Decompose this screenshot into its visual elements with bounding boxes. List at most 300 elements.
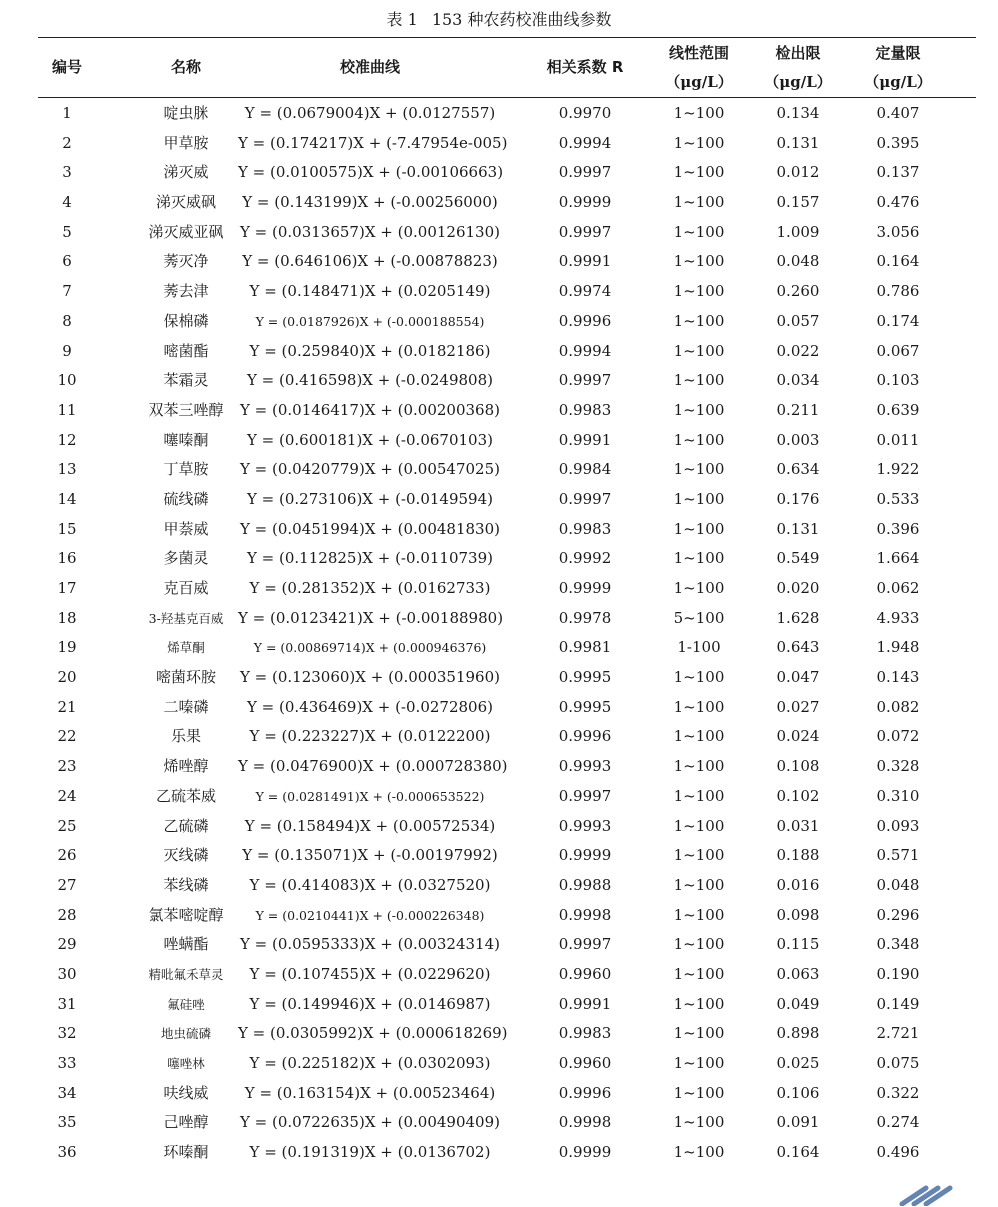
header-rule (38, 97, 976, 98)
cell-range: 1~100 (673, 1113, 725, 1132)
cell-no: 36 (57, 1143, 77, 1162)
cell-curve: Y = (0.0146417)X + (0.00200368) (240, 400, 500, 419)
table-row (38, 1138, 976, 1168)
cell-no: 13 (57, 460, 77, 479)
cell-name: 呋线威 (163, 1083, 209, 1102)
cell-no: 22 (57, 727, 77, 746)
cell-name: 甲萘威 (163, 519, 209, 538)
cell-curve: Y = (0.416598)X + (-0.0249808) (247, 371, 493, 390)
cell-curve: Y = (0.191319)X + (0.0136702) (249, 1143, 491, 1162)
cell-loq: 0.067 (876, 341, 920, 360)
cell-name: 二嗪磷 (163, 697, 209, 716)
cell-range: 1~100 (673, 1054, 725, 1072)
cell-curve: Y = (0.163154)X + (0.00523464) (244, 1083, 496, 1102)
cell-lod: 0.108 (776, 757, 820, 776)
cell-r: 0.9991 (558, 994, 612, 1013)
cell-no: 29 (57, 935, 77, 954)
cell-r: 0.9991 (558, 430, 612, 449)
cell-curve: Y = (0.143199)X + (-0.00256000) (242, 193, 498, 212)
cell-loq: 0.395 (876, 133, 920, 152)
cell-curve: Y = (0.0476900)X + (0.000728380) (238, 757, 508, 776)
table-label: 表 1 (386, 10, 418, 29)
table-row (38, 841, 976, 871)
cell-no: 28 (57, 905, 77, 924)
cell-loq: 0.786 (876, 282, 920, 301)
cell-curve: Y = (0.0313657)X + (0.00126130) (240, 222, 500, 241)
table-row (38, 307, 976, 337)
cell-lod: 0.134 (776, 104, 820, 122)
cell-loq: 0.075 (876, 1054, 920, 1072)
cell-loq: 2.721 (876, 1024, 920, 1043)
table-row (38, 930, 976, 960)
cell-name: 氟硅唑 (167, 996, 205, 1012)
cell-no: 27 (57, 875, 77, 894)
cell-name: 克百威 (163, 579, 209, 597)
cell-lod: 0.063 (776, 964, 820, 983)
cell-range: 5~100 (673, 608, 725, 627)
cell-range: 1~100 (673, 697, 725, 716)
cell-no: 26 (57, 846, 77, 865)
cell-lod: 0.034 (776, 371, 820, 390)
table-row (38, 455, 976, 485)
cell-r: 0.9999 (558, 579, 612, 597)
table-row (38, 218, 976, 248)
cell-r: 0.9970 (558, 104, 612, 122)
header-r: 相关系数 R (546, 58, 624, 76)
cell-r: 0.9998 (558, 1113, 612, 1132)
cell-curve: Y = (0.0100575)X + (-0.00106663) (238, 163, 504, 182)
cell-lod: 0.260 (776, 282, 820, 301)
cell-no: 3 (62, 163, 72, 182)
table-row (38, 129, 976, 159)
cell-name: 嘧菌酯 (163, 341, 209, 360)
cell-name: 涕灭威 (163, 163, 209, 182)
table-row (38, 515, 976, 545)
cell-name: 地虫硫磷 (160, 1026, 211, 1042)
cell-name: 涕灭威亚砜 (148, 222, 224, 241)
cell-name: 环嗪酮 (163, 1143, 209, 1162)
cell-range: 1~100 (673, 519, 725, 538)
cell-curve: Y = (0.0305992)X + (0.000618269) (238, 1024, 508, 1043)
cell-loq: 0.082 (876, 697, 920, 716)
cell-no: 34 (57, 1083, 77, 1102)
cell-curve: Y = (0.0722635)X + (0.00490409) (240, 1113, 500, 1132)
cell-loq: 0.328 (876, 757, 920, 776)
table-row (38, 396, 976, 426)
cell-lod: 1.628 (776, 608, 820, 627)
table-row (38, 871, 976, 901)
cell-lod: 0.016 (776, 875, 820, 894)
cell-curve: Y = (0.149946)X + (0.0146987) (249, 994, 491, 1013)
table-header (38, 38, 976, 97)
cell-curve: Y = (0.223227)X + (0.0122200) (249, 727, 491, 746)
table-row (38, 99, 976, 129)
cell-name: 嘧菌环胺 (155, 668, 216, 687)
cell-lod: 0.025 (776, 1054, 820, 1072)
cell-no: 15 (57, 519, 77, 538)
table-row (38, 247, 976, 277)
table-row (38, 633, 976, 663)
cell-range: 1~100 (673, 193, 725, 212)
cell-lod: 0.898 (776, 1024, 820, 1043)
cell-no: 20 (57, 668, 77, 687)
cell-loq: 0.062 (876, 579, 920, 597)
cell-range: 1~100 (673, 133, 725, 152)
cell-loq: 0.348 (876, 935, 920, 954)
cell-r: 0.9995 (558, 668, 612, 687)
cell-loq: 0.310 (876, 786, 920, 805)
cell-range: 1~100 (673, 727, 725, 746)
cell-curve: Y = (0.174217)X + (-7.47954e-005) (238, 133, 508, 152)
cell-r: 0.9981 (558, 638, 612, 657)
stripes-logo-icon (896, 1182, 960, 1206)
table-row (38, 1079, 976, 1109)
table-row (38, 158, 976, 188)
table-row (38, 990, 976, 1020)
cell-lod: 0.164 (776, 1143, 820, 1162)
cell-range: 1~100 (673, 816, 725, 835)
table-caption: 153 种农药校准曲线参数 (431, 10, 612, 29)
cell-r: 0.9997 (558, 786, 612, 805)
cell-no: 2 (62, 133, 72, 152)
cell-loq: 0.322 (876, 1083, 920, 1102)
table-row (38, 574, 976, 604)
cell-range: 1~100 (673, 549, 725, 568)
header-loq-unit: （μg/L） (864, 72, 932, 91)
cell-curve: Y = (0.0679004)X + (0.0127557) (244, 104, 496, 122)
cell-r: 0.9997 (558, 371, 612, 390)
cell-range: 1~100 (673, 1143, 725, 1162)
table-row (38, 485, 976, 515)
cell-range: 1~100 (673, 1083, 725, 1102)
cell-lod: 0.091 (776, 1113, 820, 1132)
cell-no: 18 (57, 608, 77, 627)
cell-r: 0.9983 (558, 519, 612, 538)
cell-range: 1~100 (673, 668, 725, 687)
cell-name: 3-羟基克百威 (148, 610, 224, 626)
cell-name: 苯线磷 (163, 875, 209, 894)
table-row (38, 693, 976, 723)
table-row (38, 426, 976, 456)
cell-r: 0.9992 (558, 549, 612, 568)
table-row (38, 722, 976, 752)
cell-name: 灭线磷 (163, 846, 209, 865)
cell-name: 乙硫苯威 (155, 786, 216, 805)
cell-loq: 0.571 (876, 846, 920, 865)
cell-loq: 0.496 (876, 1143, 920, 1162)
cell-lod: 0.003 (776, 430, 820, 449)
cell-loq: 4.933 (876, 608, 920, 627)
cell-loq: 0.407 (876, 104, 920, 122)
table-row (38, 752, 976, 782)
table-row (38, 604, 976, 634)
cell-loq: 0.396 (876, 519, 920, 538)
cell-curve: Y = (0.0187926)X + (-0.000188554) (255, 313, 485, 329)
cell-curve: Y = (0.135071)X + (-0.00197992) (242, 846, 498, 865)
cell-r: 0.9983 (558, 1024, 612, 1043)
cell-lod: 0.102 (776, 786, 820, 805)
cell-r: 0.9974 (558, 282, 612, 301)
cell-no: 9 (62, 341, 72, 360)
cell-r: 0.9999 (558, 846, 612, 865)
cell-r: 0.9999 (558, 193, 612, 212)
cell-no: 7 (62, 282, 72, 301)
cell-name: 烯唑醇 (163, 757, 209, 776)
cell-loq: 0.072 (876, 727, 920, 746)
cell-name: 保棉磷 (163, 311, 209, 330)
cell-no: 12 (57, 430, 77, 449)
cell-curve: Y = (0.414083)X + (0.0327520) (249, 875, 491, 894)
cell-lod: 0.098 (776, 905, 820, 924)
table-row (38, 277, 976, 307)
cell-lod: 0.106 (776, 1083, 820, 1102)
cell-r: 0.9997 (558, 222, 612, 241)
cell-name: 莠去津 (163, 282, 209, 301)
cell-loq: 0.639 (876, 400, 920, 419)
cell-lod: 0.049 (776, 994, 820, 1013)
cell-no: 33 (57, 1054, 77, 1072)
cell-r: 0.9994 (558, 133, 612, 152)
table-row (38, 782, 976, 812)
cell-name: 乙硫磷 (163, 816, 209, 835)
cell-curve: Y = (0.436469)X + (-0.0272806) (247, 697, 493, 716)
cell-range: 1~100 (673, 905, 725, 924)
cell-curve: Y = (0.00869714)X + (0.000946376) (253, 640, 487, 656)
cell-r: 0.9995 (558, 697, 612, 716)
cell-lod: 0.048 (776, 252, 820, 271)
cell-name: 硫线磷 (163, 489, 209, 508)
cell-lod: 0.643 (776, 638, 820, 657)
cell-loq: 0.093 (876, 816, 920, 835)
cell-lod: 0.634 (776, 460, 820, 479)
cell-r: 0.9978 (558, 608, 612, 627)
cell-name: 氯苯嘧啶醇 (148, 905, 224, 924)
table-row (38, 1049, 976, 1079)
table-row (38, 663, 976, 693)
cell-no: 32 (57, 1024, 77, 1043)
cell-r: 0.9996 (558, 727, 612, 746)
cell-range: 1~100 (673, 400, 725, 419)
cell-r: 0.9998 (558, 905, 612, 924)
cell-range: 1~100 (673, 757, 725, 776)
cell-range: 1~100 (673, 1024, 725, 1043)
cell-name: 双苯三唑醇 (148, 400, 224, 419)
cell-range: 1~100 (673, 460, 725, 479)
cell-curve: Y = (0.273106)X + (-0.0149594) (247, 489, 493, 508)
cell-range: 1~100 (673, 163, 725, 182)
cell-lod: 0.027 (776, 697, 820, 716)
cell-r: 0.9984 (558, 460, 612, 479)
cell-r: 0.9993 (558, 757, 612, 776)
cell-range: 1-100 (677, 638, 721, 657)
cell-name: 精吡氟禾草灵 (148, 966, 224, 982)
cell-no: 30 (57, 964, 77, 983)
table-row (38, 337, 976, 367)
cell-lod: 0.549 (776, 549, 820, 568)
cell-lod: 0.131 (776, 133, 820, 152)
table-body (38, 99, 976, 1168)
cell-range: 1~100 (673, 489, 725, 508)
cell-range: 1~100 (673, 282, 725, 301)
cell-curve: Y = (0.259840)X + (0.0182186) (249, 341, 491, 360)
cell-lod: 0.022 (776, 341, 820, 360)
cell-lod: 0.031 (776, 816, 820, 835)
cell-range: 1~100 (673, 341, 725, 360)
cell-no: 31 (57, 994, 77, 1013)
cell-no: 25 (57, 816, 77, 835)
cell-lod: 0.047 (776, 668, 820, 687)
cell-curve: Y = (0.0123421)X + (-0.00188980) (238, 608, 504, 627)
cell-curve: Y = (0.148471)X + (0.0205149) (249, 282, 491, 301)
cell-loq: 0.048 (876, 875, 920, 894)
cell-loq: 0.190 (876, 964, 920, 983)
table-row (38, 1108, 976, 1138)
cell-r: 0.9997 (558, 163, 612, 182)
cell-loq: 1.948 (876, 638, 920, 657)
cell-name: 苯霜灵 (163, 371, 209, 390)
cell-r: 0.9997 (558, 489, 612, 508)
header-no: 编号 (51, 58, 82, 76)
cell-name: 啶虫脒 (163, 104, 209, 122)
cell-no: 24 (57, 786, 77, 805)
cell-name: 丁草胺 (163, 460, 209, 479)
cell-curve: Y = (0.107455)X + (0.0229620) (249, 964, 491, 983)
cell-lod: 1.009 (776, 222, 820, 241)
table-row (38, 188, 976, 218)
cell-curve: Y = (0.225182)X + (0.0302093) (249, 1054, 491, 1072)
header-curve: 校准曲线 (339, 58, 400, 76)
cell-range: 1~100 (673, 846, 725, 865)
cell-curve: Y = (0.112825)X + (-0.0110739) (247, 549, 493, 568)
cell-lod: 0.020 (776, 579, 820, 597)
cell-loq: 1.664 (876, 549, 920, 568)
cell-name: 噻唑林 (167, 1056, 205, 1071)
cell-curve: Y = (0.646106)X + (-0.00878823) (242, 252, 498, 271)
cell-name: 乐果 (170, 727, 201, 746)
cell-r: 0.9991 (558, 252, 612, 271)
table-title (0, 8, 998, 32)
header-name: 名称 (170, 58, 201, 76)
cell-loq: 0.274 (876, 1113, 920, 1132)
cell-range: 1~100 (673, 875, 725, 894)
cell-lod: 0.211 (776, 400, 820, 419)
cell-range: 1~100 (673, 371, 725, 390)
cell-loq: 0.149 (876, 994, 920, 1013)
cell-r: 0.9996 (558, 311, 612, 330)
cell-loq: 0.476 (876, 193, 920, 212)
header-loq: 定量限 （μg/L） (850, 38, 946, 97)
cell-no: 8 (62, 311, 72, 330)
cell-lod: 0.176 (776, 489, 820, 508)
cell-name: 唑螨酯 (163, 935, 209, 954)
table-row (38, 366, 976, 396)
cell-lod: 0.057 (776, 311, 820, 330)
cell-curve: Y = (0.123060)X + (0.000351960) (240, 668, 500, 687)
cell-lod: 0.188 (776, 846, 820, 865)
cell-loq: 0.143 (876, 668, 920, 687)
cell-lod: 0.115 (776, 935, 820, 954)
cell-curve: Y = (0.0451994)X + (0.00481830) (240, 519, 500, 538)
cell-r: 0.9960 (558, 1054, 612, 1072)
cell-loq: 1.922 (876, 460, 920, 479)
cell-no: 10 (57, 371, 77, 390)
cell-name: 己唑醇 (163, 1113, 209, 1132)
header-lod: 检出限 （μg/L） (750, 38, 846, 97)
cell-no: 11 (57, 400, 77, 419)
cell-r: 0.9994 (558, 341, 612, 360)
cell-curve: Y = (0.0210441)X + (-0.000226348) (255, 907, 485, 923)
cell-loq: 0.164 (876, 252, 920, 271)
cell-no: 17 (57, 579, 77, 597)
cell-name: 烯草酮 (167, 640, 205, 656)
cell-curve: Y = (0.158494)X + (0.00572534) (244, 816, 496, 835)
cell-no: 5 (62, 222, 72, 241)
cell-range: 1~100 (673, 786, 725, 805)
cell-loq: 3.056 (876, 222, 920, 241)
cell-range: 1~100 (673, 579, 725, 597)
cell-r: 0.9960 (558, 964, 612, 983)
cell-name: 甲草胺 (163, 133, 209, 152)
table-row (38, 960, 976, 990)
cell-name: 多菌灵 (163, 549, 209, 568)
cell-range: 1~100 (673, 222, 725, 241)
cell-loq: 0.533 (876, 489, 920, 508)
cell-range: 1~100 (673, 104, 725, 122)
cell-range: 1~100 (673, 964, 725, 983)
cell-r: 0.9993 (558, 816, 612, 835)
cell-loq: 0.011 (876, 430, 920, 449)
cell-r: 0.9983 (558, 400, 612, 419)
cell-lod: 0.012 (776, 163, 820, 182)
cell-no: 16 (57, 549, 77, 568)
cell-no: 21 (57, 697, 77, 716)
cell-range: 1~100 (673, 935, 725, 954)
header-range-unit: （μg/L） (665, 72, 733, 91)
cell-r: 0.9997 (558, 935, 612, 954)
header-range: 线性范围 （μg/L） (652, 38, 746, 97)
table-row (38, 901, 976, 931)
cell-name: 涕灭威砜 (155, 193, 216, 212)
cell-curve: Y = (0.600181)X + (-0.0670103) (247, 430, 493, 449)
cell-no: 35 (57, 1113, 77, 1132)
cell-no: 23 (57, 757, 77, 776)
cell-range: 1~100 (673, 311, 725, 330)
cell-loq: 0.174 (876, 311, 920, 330)
cell-loq: 0.296 (876, 905, 920, 924)
cell-range: 1~100 (673, 430, 725, 449)
cell-range: 1~100 (673, 994, 725, 1013)
header-lod-unit: （μg/L） (764, 72, 832, 91)
cell-loq: 0.137 (876, 163, 920, 182)
cell-curve: Y = (0.0595333)X + (0.00324314) (240, 935, 500, 954)
table-row (38, 544, 976, 574)
cell-name: 莠灭净 (163, 252, 209, 271)
table-row (38, 812, 976, 842)
cell-r: 0.9999 (558, 1143, 612, 1162)
cell-curve: Y = (0.281352)X + (0.0162733) (249, 579, 491, 597)
cell-range: 1~100 (673, 252, 725, 271)
cell-no: 4 (62, 193, 72, 212)
cell-curve: Y = (0.0281491)X + (-0.000653522) (255, 788, 485, 804)
cell-name: 噻嗪酮 (163, 430, 209, 449)
cell-r: 0.9988 (558, 875, 612, 894)
cell-lod: 0.131 (776, 519, 820, 538)
cell-no: 19 (57, 638, 77, 657)
cell-loq: 0.103 (876, 371, 920, 390)
cell-no: 1 (62, 104, 72, 122)
cell-no: 14 (57, 489, 77, 508)
cell-curve: Y = (0.0420779)X + (0.00547025) (240, 460, 500, 479)
